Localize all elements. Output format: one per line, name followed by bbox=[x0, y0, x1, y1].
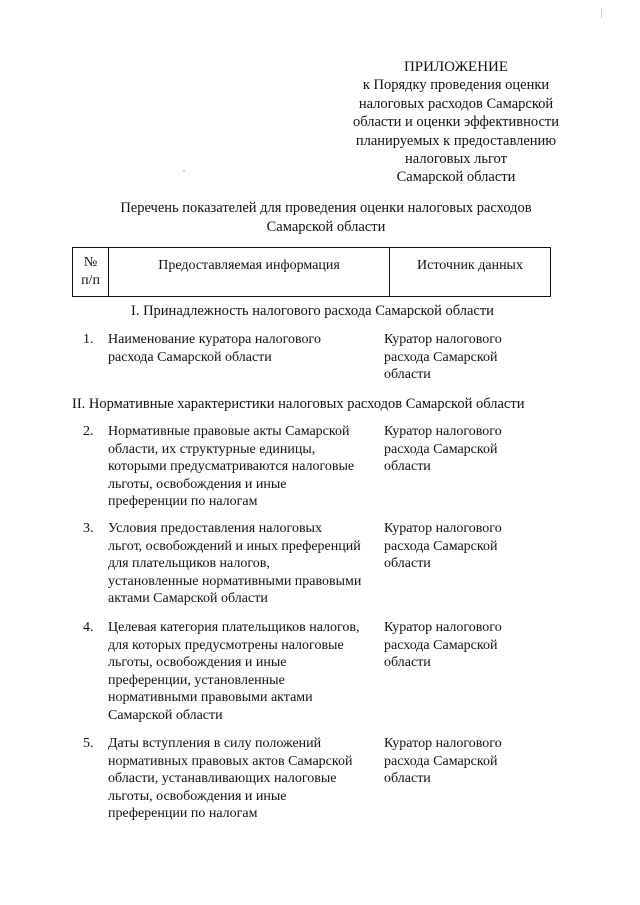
row-info bbox=[108, 520, 388, 608]
header-number-symbol: № bbox=[83, 255, 98, 270]
row-number: 3. bbox=[83, 521, 94, 536]
scan-mark bbox=[601, 8, 602, 18]
info-line: нормативных правовых актов Самарской bbox=[108, 753, 353, 769]
row-info bbox=[108, 735, 388, 823]
info-line: преференции по налогам bbox=[108, 494, 258, 510]
source-line: расхода Самарской bbox=[384, 637, 498, 653]
info-line: Наименование куратора налогового bbox=[108, 332, 321, 347]
source-line: области bbox=[384, 367, 431, 383]
source-line: расхода Самарской bbox=[384, 349, 498, 365]
header-number-cell bbox=[73, 248, 109, 296]
source-line: Куратор налогового bbox=[384, 424, 502, 439]
info-line: Условия предоставления налоговых bbox=[108, 521, 322, 536]
info-line: Даты вступления в силу положений bbox=[108, 736, 322, 751]
appendix-line: налоговых расходов Самарской bbox=[358, 95, 554, 112]
row-number: 2. bbox=[83, 424, 94, 439]
info-line: области, устанавливающих налоговые bbox=[108, 771, 337, 787]
source-line: области bbox=[384, 459, 431, 475]
header-info-cell bbox=[109, 248, 390, 296]
appendix-line: Самарской области bbox=[396, 169, 516, 186]
info-line: преференции, установленные bbox=[108, 672, 285, 688]
row-source bbox=[384, 520, 564, 573]
source-line: области bbox=[384, 655, 431, 671]
row-source bbox=[384, 735, 564, 788]
row-info bbox=[108, 423, 388, 511]
header-source-cell bbox=[390, 248, 550, 296]
info-line: установленные нормативными правовыми bbox=[108, 573, 362, 589]
row-source bbox=[384, 331, 564, 384]
table-header bbox=[72, 247, 551, 297]
source-line: расхода Самарской bbox=[384, 441, 498, 457]
row-source bbox=[384, 619, 564, 672]
info-line: которыми предусматриваются налоговые bbox=[108, 459, 355, 475]
title-line: Перечень показателей для проведения оценки налоговых расходов bbox=[120, 200, 532, 216]
appendix-line: области и оценки эффективности bbox=[352, 114, 560, 131]
source-line: Куратор налогового bbox=[384, 736, 502, 751]
header-source-label: Источник данных bbox=[417, 258, 523, 273]
info-line: преференции по налогам bbox=[108, 806, 258, 822]
appendix-line: налоговых льгот bbox=[405, 151, 507, 168]
info-line: нормативными правовыми актами bbox=[108, 690, 313, 706]
header-info-label: Предоставляемая информация bbox=[158, 258, 340, 273]
row-info bbox=[108, 619, 388, 725]
row-info bbox=[108, 331, 388, 366]
info-line: области, их структурные единицы, bbox=[108, 441, 316, 457]
section-heading-2: II. Нормативные характеристики налоговых расходов Самарской области bbox=[72, 396, 525, 412]
info-line: льгот, освобождений и иных преференций bbox=[108, 538, 361, 554]
row-number: 1. bbox=[83, 332, 94, 347]
header-number-abbrev: п/п bbox=[81, 273, 100, 288]
info-line: льготы, освобождения и иные bbox=[108, 655, 287, 671]
source-line: расхода Самарской bbox=[384, 538, 498, 554]
info-line: расхода Самарской области bbox=[108, 349, 272, 365]
title-line: Самарской области bbox=[266, 218, 386, 235]
info-line: для которых предусмотрены налоговые bbox=[108, 637, 344, 653]
source-line: Куратор налогового bbox=[384, 521, 502, 536]
appendix-block bbox=[330, 58, 582, 187]
source-line: области bbox=[384, 556, 431, 572]
info-line: Целевая категория плательщиков налогов, bbox=[108, 620, 360, 635]
info-line: для плательщиков налогов, bbox=[108, 556, 270, 572]
appendix-line: к Порядку проведения оценки bbox=[362, 77, 550, 94]
appendix-heading: ПРИЛОЖЕНИЕ bbox=[403, 59, 509, 75]
source-line: области bbox=[384, 771, 431, 787]
scan-speck bbox=[183, 170, 185, 172]
source-line: расхода Самарской bbox=[384, 753, 498, 769]
row-number: 4. bbox=[83, 620, 94, 635]
info-line: Нормативные правовые акты Самарской bbox=[108, 424, 350, 439]
info-line: Самарской области bbox=[108, 707, 223, 723]
info-line: льготы, освобождения и иные bbox=[108, 788, 287, 804]
source-line: Куратор налогового bbox=[384, 620, 502, 635]
appendix-line: планируемых к предоставлению bbox=[355, 132, 557, 149]
source-line: Куратор налогового bbox=[384, 332, 502, 347]
section-heading-1: I. Принадлежность налогового расхода Самарской области bbox=[131, 303, 494, 319]
row-number: 5. bbox=[83, 736, 94, 751]
info-line: актами Самарской области bbox=[108, 591, 268, 607]
document-title bbox=[60, 199, 592, 236]
info-line: льготы, освобождения и иные bbox=[108, 476, 287, 492]
row-source bbox=[384, 423, 564, 476]
